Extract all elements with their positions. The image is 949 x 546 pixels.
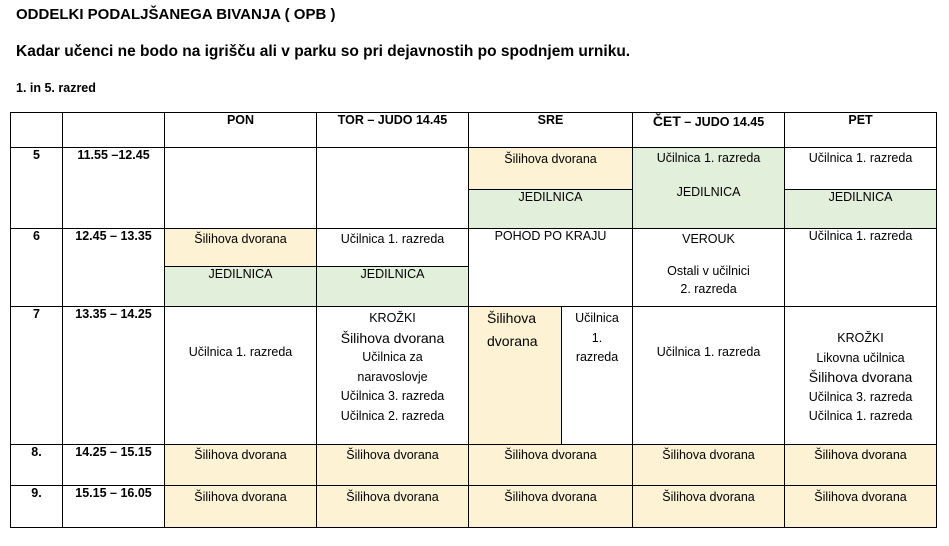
cell-cet-bottom: JEDILNICA (676, 185, 741, 199)
cell-sre-a (469, 307, 562, 445)
table-row (11, 445, 937, 486)
cell-pet: Učilnica 1. razreda (785, 229, 937, 307)
cell-sre: POHOD PO KRAJU (469, 229, 633, 307)
cell-sre: Šilihova dvorana (469, 445, 633, 486)
header-cet-rest: – JUDO 14.45 (680, 115, 765, 129)
cell-pet-line4: Učilnica 3. razreda (808, 389, 913, 404)
cell-pet-line1: KROŽKI (837, 331, 884, 345)
cell-cet (633, 148, 785, 229)
header-tor: TOR – JUDO 14.45 (317, 113, 469, 148)
period-time: 13.35 – 14.25 (63, 307, 165, 445)
period-number: 6 (11, 229, 63, 307)
cell-sre-a-line1: Šilihova (487, 310, 537, 326)
cell-cet: Šilihova dvorana (633, 486, 785, 528)
period-number: 9. (11, 486, 63, 528)
page-subtitle: Kadar učenci ne bodo na igrišču ali v parku so pri dejavnostih po spodnjem urniku. (16, 43, 631, 60)
table-row (11, 148, 937, 190)
cell-tor-line1: KROŽKI (369, 311, 416, 325)
cell-pon-bottom: JEDILNICA (165, 267, 317, 307)
cell-sre-a-line2: dvorana (487, 332, 538, 349)
cell-cet: Učilnica 1. razreda (633, 307, 785, 445)
cell-pet: Šilihova dvorana (785, 445, 937, 486)
cell-pon: Učilnica 1. razreda (165, 307, 317, 445)
period-number: 8. (11, 445, 63, 486)
period-number: 5 (11, 148, 63, 229)
cell-tor-line5: Učilnica 3. razreda (340, 389, 445, 403)
cell-tor: Šilihova dvorana (317, 445, 469, 486)
cell-sre-bottom: JEDILNICA (469, 190, 633, 229)
page-title: ODDELKI PODALJŠANEGA BIVANJA ( OPB ) (16, 6, 336, 23)
header-row (11, 113, 937, 148)
cell-pet: Šilihova dvorana (785, 486, 937, 528)
header-pon: PON (165, 113, 317, 148)
cell-cet-line3: 2. razreda (680, 282, 737, 296)
cell-tor-line2: Šilihova dvorana (340, 329, 445, 346)
cell-sre-b-line3: razreda (575, 350, 619, 364)
header-cet-day: ČET (652, 113, 681, 129)
cell-sre-b-line1: Učilnica (575, 311, 619, 325)
header-num-cell (11, 113, 63, 148)
header-sre: SRE (469, 113, 633, 148)
period-time: 11.55 –12.45 (63, 148, 165, 229)
cell-tor: Šilihova dvorana (317, 486, 469, 528)
header-cet (633, 113, 785, 148)
cell-tor-line3: Učilnica za (362, 350, 423, 364)
cell-pet (785, 307, 937, 445)
cell-tor-line4: naravoslovje (357, 369, 428, 384)
cell-tor-top: Učilnica 1. razreda (317, 229, 469, 267)
cell-pon: Šilihova dvorana (165, 445, 317, 486)
cell-cet-line2: Ostali v učilnici (667, 264, 750, 278)
header-pet: PET (785, 113, 937, 148)
cell-sre: Šilihova dvorana (469, 486, 633, 528)
table-row (11, 307, 937, 445)
cell-sre-top: Šilihova dvorana (469, 148, 633, 190)
cell-sre-b (562, 307, 633, 445)
table-row (11, 229, 937, 267)
cell-cet (633, 229, 785, 307)
cell-pet-line2: Likovna učilnica (816, 350, 905, 365)
cell-tor (317, 148, 469, 229)
cell-pet-line5: Učilnica 1. razreda (808, 409, 913, 423)
cell-pon: Šilihova dvorana (165, 486, 317, 528)
cell-pet-top: Učilnica 1. razreda (785, 148, 937, 190)
period-number: 7 (11, 307, 63, 445)
cell-pet-line3: Šilihova dvorana (808, 369, 913, 385)
cell-cet-top: Učilnica 1. razreda (656, 151, 761, 165)
header-time-cell (63, 113, 165, 148)
classes-label: 1. in 5. razred (16, 81, 96, 95)
period-time: 15.15 – 16.05 (63, 486, 165, 528)
cell-tor (317, 307, 469, 445)
cell-pon (165, 148, 317, 229)
cell-pet-bottom: JEDILNICA (785, 190, 937, 229)
period-time: 12.45 – 13.35 (63, 229, 165, 307)
table-row (11, 486, 937, 528)
cell-pon-top: Šilihova dvorana (165, 229, 317, 267)
cell-sre-b-line2: 1. (591, 330, 603, 345)
cell-tor-bottom: JEDILNICA (317, 267, 469, 307)
schedule-table (10, 112, 937, 528)
period-time: 14.25 – 15.15 (63, 445, 165, 486)
cell-cet-line1: VEROUK (682, 232, 735, 246)
cell-tor-line6: Učilnica 2. razreda (340, 408, 445, 423)
cell-cet: Šilihova dvorana (633, 445, 785, 486)
